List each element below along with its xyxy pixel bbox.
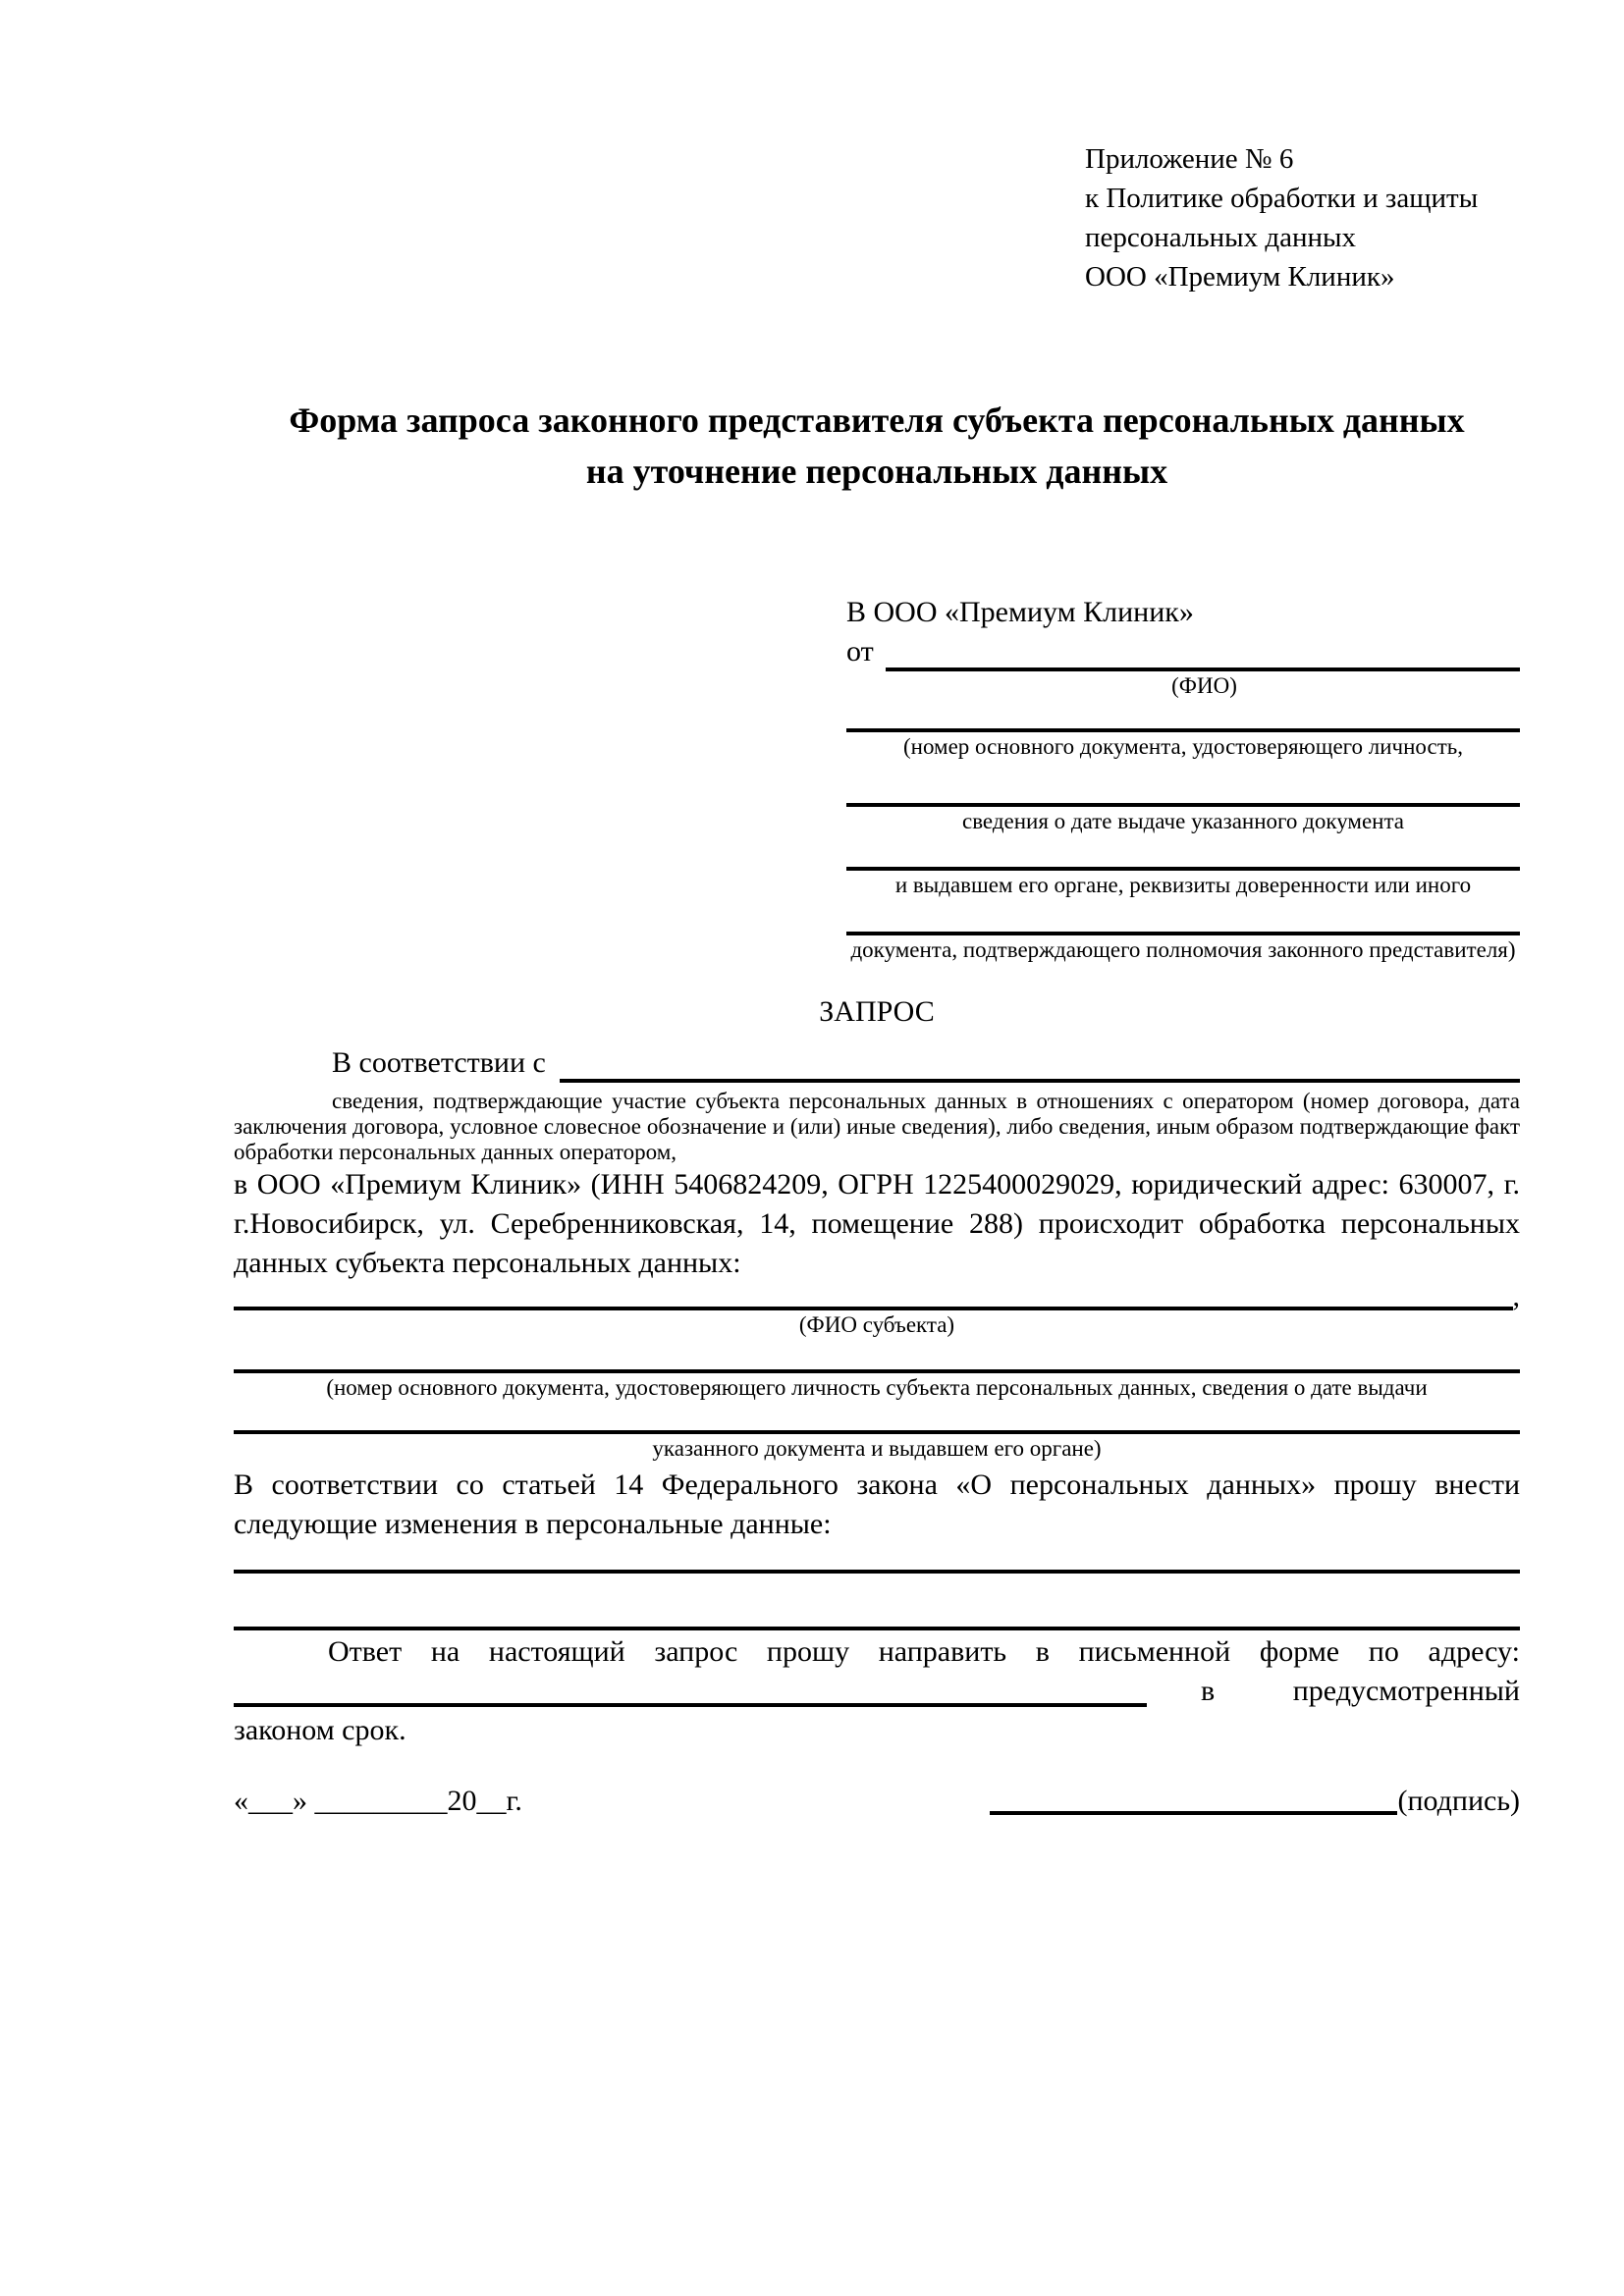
subject-fio-hint: (ФИО субъекта): [798, 1312, 955, 1337]
operator-statement: в ООО «Премиум Клиник» (ИНН 5406824209, ОГРН 1225400029029, юридический адрес: 630007, г. г.Новосибирск, ул. Серебренниковская, 14, помещение 288) происходит обработка персональных данных субъекта персональных данных:: [234, 1168, 1520, 1279]
address-blank-line: [234, 1672, 1147, 1707]
annex-line-2: к Политике обработки и защиты: [1085, 183, 1479, 214]
reply-statement: Ответ на настоящий запрос прошу направить в письменной форме по адресу:: [328, 1635, 1520, 1668]
annex-line-3: персональных данных: [1085, 222, 1357, 253]
subject-doc-hint-2: указанного документа и выдавшем его органе): [652, 1436, 1102, 1461]
subject-doc-field-2: [234, 1430, 1520, 1464]
reply-tail: законом срок.: [234, 1714, 406, 1746]
signature-blank-line: [990, 1811, 1397, 1815]
representative-doc-field-2: [846, 803, 1520, 836]
signature-group: [990, 1782, 1520, 1821]
doc-hint-2: сведения о дате выдаче указанного документа: [961, 809, 1405, 833]
changes-blank-line-2: [234, 1627, 1520, 1630]
from-label: от: [846, 635, 874, 667]
representative-doc-field-4: [846, 932, 1520, 965]
page-title-line-2: на уточнение персональных данных: [585, 452, 1168, 491]
subject-doc-hint-1: (номер основного документа, удостоверяющего личность субъекта персональных данных, сведения о дате выдачи: [326, 1375, 1428, 1400]
doc-hint-3: и выдавшем его органе, реквизиты доверенности или иного: [894, 873, 1472, 897]
changes-blank-line-1: [234, 1570, 1520, 1574]
basis-row: [234, 1043, 1520, 1083]
law-statement: В соответствии со статьей 14 Федерального закона «О персональных данных» прошу внести следующие изменения в персональные данные:: [234, 1468, 1520, 1540]
subject-doc-field-1: [234, 1369, 1520, 1403]
doc-hint-4: документа, подтверждающего полномочия законного представителя): [850, 937, 1516, 962]
basis-blank-line: [560, 1043, 1520, 1083]
reply-address-row: [234, 1672, 1520, 1711]
page-title: [234, 395, 1520, 497]
trailing-comma: ,: [1512, 1280, 1520, 1312]
doc-hint-1: (номер основного документа, удостоверяющего личность,: [902, 734, 1463, 759]
page-title-line-1: Форма запроса законного представителя субъекта персональных данных: [289, 400, 1465, 440]
basis-hint: сведения, подтверждающие участие субъекта персональных данных в отношениях с оператором (номер договора, дата заключения договора, условное словесное обозначение и (или) иные сведения), либо сведения, иным образом подтверждающие факт обработки персональных данных оператором,: [234, 1089, 1520, 1164]
date-blank: «___» _________20__г.: [234, 1785, 522, 1817]
reply-right-word: предусмотренный: [1292, 1675, 1520, 1707]
annex-line-1: Приложение № 6: [1085, 143, 1294, 175]
annex-note: [1085, 139, 1520, 296]
signature-hint: (подпись): [1397, 1785, 1520, 1817]
subject-fio-row: [234, 1280, 1520, 1312]
from-row: [846, 632, 1520, 671]
request-heading: ЗАПРОС: [819, 995, 935, 1028]
fio-hint: (ФИО): [1171, 673, 1237, 698]
addressee-organization: В ООО «Премиум Клиник»: [846, 596, 1194, 628]
representative-doc-field-3: [846, 867, 1520, 900]
subject-fio-blank-line: [234, 1283, 1513, 1310]
basis-prefix: В соответствии с: [332, 1046, 546, 1079]
signature-block: [234, 1782, 1520, 1821]
annex-line-4: ООО «Премиум Клиник»: [1085, 261, 1395, 293]
from-blank-line: [886, 632, 1520, 671]
representative-doc-field-1: [846, 728, 1520, 762]
reply-mid-word: в: [1201, 1675, 1216, 1707]
